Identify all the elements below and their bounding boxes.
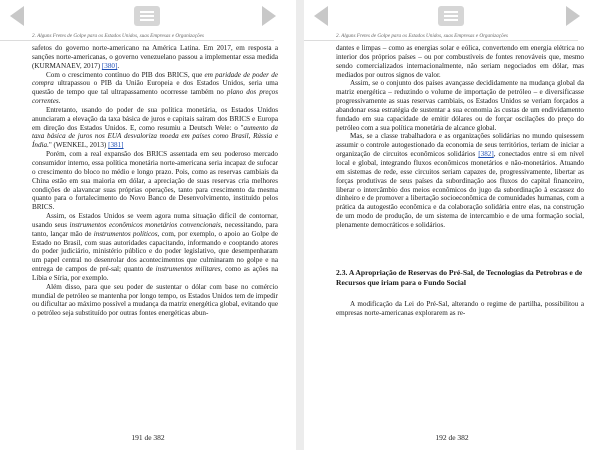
chevron-left-icon[interactable] <box>10 6 24 26</box>
footnote-link[interactable]: [382] <box>478 150 494 159</box>
menu-icon[interactable] <box>438 6 464 26</box>
text-run: Além disso, para que seu poder de sustentar o dólar com base no comércio mundial de petróleo se mantenha por longo tempo, os Estados Unidos tem de impedir ou dificultar ao máximo possível a mudança da matriz energética global, evitando que o petróleo seja substituído por outras fontes energéticas abun- <box>32 282 278 318</box>
menu-icon[interactable] <box>134 6 160 26</box>
paragraph <box>32 71 278 106</box>
section-title: 2.3. A Apropriação de Reservas do Pré-Sal, de Tecnologias da Petrobras e de Recursos que iriam para o Fundo Social <box>336 267 583 287</box>
text-run: dantes e limpas – como as energias solar e eólica, convertendo em energia elétrica no interior dos próprios países – ou por combustíveis de fontes renováveis que, mesmo sendo comercializados internacionalmente, não seriam negociados em dólar, mas mediados por outros signos de valor. <box>336 44 584 79</box>
running-header: 2. Alguns Fretes de Golpe para os Estados Unidos, suas Empresas e Organizações <box>0 32 274 41</box>
text-run: Assim, se o conjunto dos países avançasse decididamente na mudança global da matriz energética – reduzindo o volume de importação de petróleo – e diversificasse progressivamente as suas reservas cambiais, os Estados Unidos se veriam forçados a abandonar essa estratégia de sustentar a sua economia às custas de um endividamento fundado em sua capacidade de emitir dólares ou de forçar oscilações do preço do petróleo com a sua política monetária de alcance global. <box>336 79 584 132</box>
section-spacer <box>336 230 584 258</box>
left-page <box>0 0 296 450</box>
paragraph <box>336 79 584 132</box>
text-run: Porém, com a real expansão dos BRICS assentada em seu poderoso mercado consumidor interno, essa política monetária norte-americana seria incapaz de sufocar o crescimento do bloco no médio e longo prazo. Pois, como as reservas cambiais da China estão em sua maioria em dólar, a apreciação de suas reservas cria melhores condições de alavancar suas próprias operações, tanto para crescimento da mesma quanto para o fortalecimento do Novo Banco de Desenvolvimento, instituído pelos BRICS. <box>32 150 278 212</box>
right-page-body <box>304 44 600 317</box>
paragraph <box>336 44 584 79</box>
text-run: safetos do governo norte-americano na América Latina. Em 2017, em resposta a sanções norte-americanas, o governo venezuelano passou a implementar essa medida (KURMANAEV, 2017) <box>32 44 278 70</box>
text-run: ultrapassou o PIB da União Europeia e dos Estados Unidos, seria uma questão de tempo que tal ultrapassamento ocorresse também no <box>32 79 278 97</box>
text-run: " (WENKEL, 2013) <box>48 141 109 150</box>
text-run: , necessitando, para tanto, lançar mão de <box>32 220 278 238</box>
left-page-toolbar <box>0 0 296 32</box>
text-run: . <box>117 61 120 70</box>
paragraph <box>32 212 278 283</box>
paragraph <box>32 150 278 212</box>
emphasis-text: aumento da taxa básica de juros nos EUA desvaloriza moeda em países como Brasil, Rússia e Índia. <box>32 123 278 150</box>
chevron-right-icon[interactable] <box>262 6 276 26</box>
paragraph <box>32 44 278 71</box>
left-page-body <box>0 44 296 318</box>
running-header: 2. Alguns Fretes de Golpe para os Estados Unidos, suas Empresas e Organizações <box>304 32 578 41</box>
paragraph <box>336 300 584 318</box>
paragraph <box>32 283 278 318</box>
text-run: Entretanto, usando do poder de sua política monetária, os Estados Unidos anunciaram a elevação da taxa básica de juros e capitais saíram dos BRICS e Europa em direção dos Estados Unidos. E, como resumiu a Deutsch Wele: o " <box>32 105 278 132</box>
chevron-left-icon[interactable] <box>314 6 328 26</box>
text-run: A modificação da Lei do Pré-Sal, alterando o regime de partilha, possibilitou a empresas norte-americanas explorarem as re- <box>336 299 584 317</box>
right-page <box>304 0 600 450</box>
emphasis-text: em paridade de poder de compra <box>32 70 278 88</box>
emphasis-text: instrumentos econômicos monetários convencionais <box>69 220 221 229</box>
text-run: , conectados entre si em nível local e global, integrando fluxos econômicos monetários e não-monetários. Atuando em sistemas de rede, esse circuitos seriam capazes de, progressivamente, libertar as forças produtivas de seus países da subordinação aos fluxos do capital financeiro, liberar o intercâmbio dos meios econômicos do jugo da subordinação à escassez do dinheiro e de promover a libertação socioeconômica de comunidades humanas, com a prática da autogestão econômica e da colaboração solidária entre elas, na construção de um modo de produção, de um sistema de intercambio e de uma formação social, plenamente democráticos e solidários. <box>336 150 584 229</box>
page-number: 191 de 382 <box>131 433 165 442</box>
emphasis-text: instrumentos políticos <box>93 229 158 238</box>
text-run: Com o crescimento contínuo do PIB dos BRICS, que <box>46 70 205 79</box>
text-run: , com, por exemplo, o apoio ao Golpe de Estado no Brasil, com suas autoridades capacitando, informando e cooptando atores do poder judiciário, ministério público e do poder legislativo, que desempenharam um papel central no desenrolar dos acontecimentos que culminaram no golpe e na entrega de campos de pré-sal; quanto de <box>32 229 278 274</box>
text-run: Assim, os Estados Unidos se veem agora numa situação difícil de contornar, usando seus <box>32 212 278 229</box>
text-run: , como as ações na Líbia e Síria, por exemplo. <box>32 265 278 282</box>
text-run: Mas, se a classe trabalhadora e as organizações solidárias no mundo quisessem assumir o controle autogestionado da economia de seus territórios, teriam de iniciar a organização de circuitos econômicos solidários <box>336 132 584 159</box>
footnote-link[interactable]: [381] <box>108 141 124 150</box>
emphasis-text: instrumentos militares <box>155 265 221 274</box>
text-run: . <box>58 97 61 106</box>
right-page-toolbar <box>304 0 600 32</box>
paragraph <box>336 132 584 229</box>
paragraph <box>32 106 278 150</box>
emphasis-text: plano dos preços correntes <box>32 88 279 106</box>
chevron-right-icon[interactable] <box>566 6 580 26</box>
footnote-link[interactable]: [380] <box>101 61 118 70</box>
page-gutter <box>296 0 304 450</box>
page-number: 192 de 382 <box>435 433 469 442</box>
